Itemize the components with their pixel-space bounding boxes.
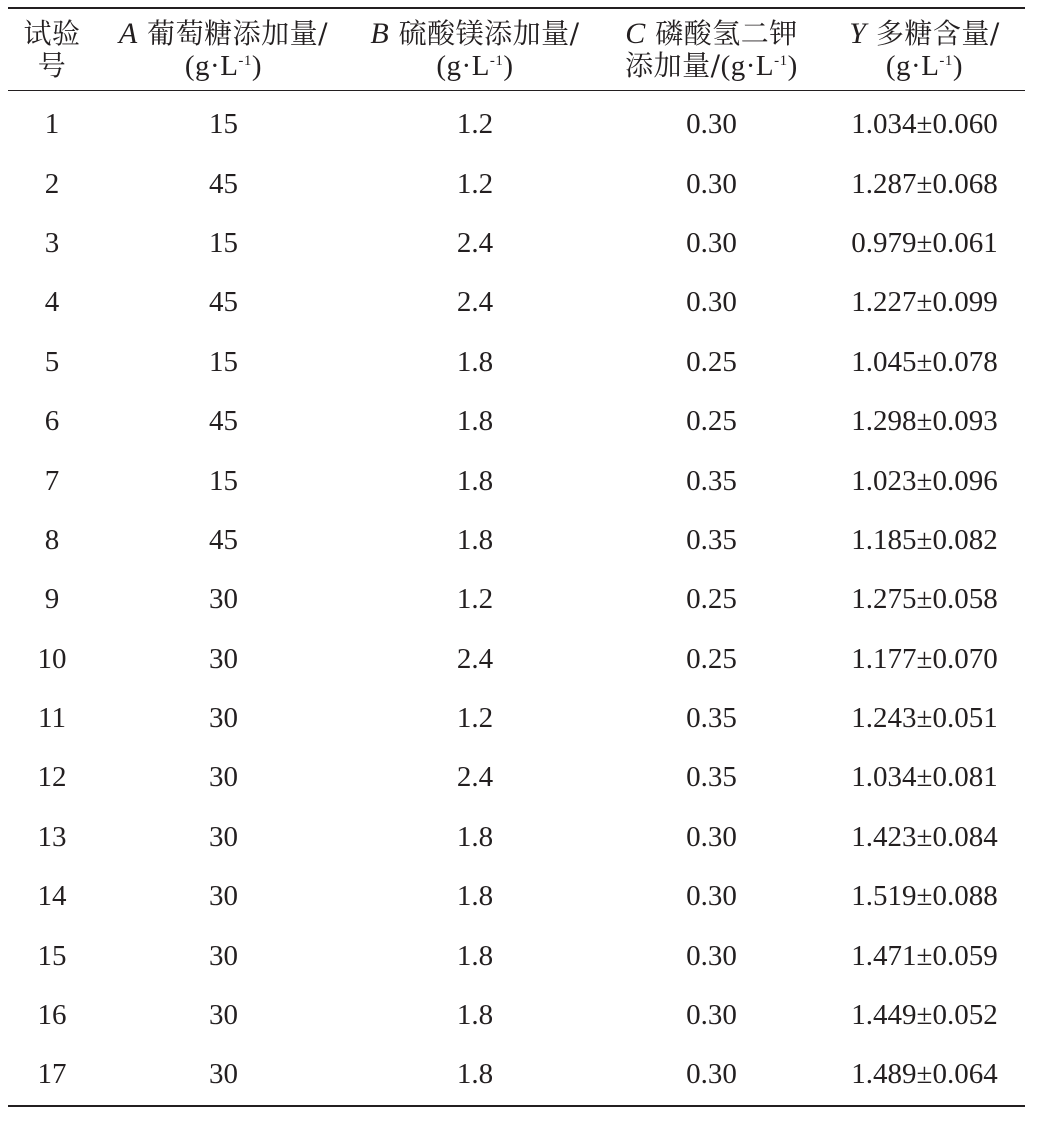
cell-glucose: 30 xyxy=(209,642,238,675)
header-dipotassium-phosphate-var: C xyxy=(625,17,646,50)
cell-polysaccharide: 1.023±0.096 xyxy=(851,464,998,497)
cell-glucose: 15 xyxy=(209,464,238,497)
table-row xyxy=(8,91,1025,155)
unit-text: (g·L xyxy=(436,50,490,82)
cell-polysaccharide: 1.471±0.059 xyxy=(851,939,998,972)
experiment-design-table-container xyxy=(8,7,1025,1107)
header-dipotassium-phosphate xyxy=(599,8,824,91)
cell-magnesium-sulfate: 2.4 xyxy=(456,642,494,675)
cell-glucose: 30 xyxy=(209,939,238,972)
cell-glucose: 45 xyxy=(209,286,238,319)
cell-dipotassium-phosphate: 0.30 xyxy=(686,226,737,259)
cell-magnesium-sulfate: 1.8 xyxy=(456,939,494,972)
cell-polysaccharide: 1.489±0.064 xyxy=(851,1058,998,1091)
unit-close: ) xyxy=(251,50,263,82)
cell-dipotassium-phosphate: 0.30 xyxy=(686,167,737,200)
header-dipotassium-phosphate-label2: 添加量/ xyxy=(625,49,721,82)
table-body xyxy=(8,91,1025,1106)
cell-dipotassium-phosphate: 0.30 xyxy=(686,820,737,853)
header-trial-number-line1: 试验 xyxy=(23,17,81,50)
unit-superscript: -1 xyxy=(774,53,788,69)
cell-dipotassium-phosphate: 0.25 xyxy=(686,345,737,378)
cell-dipotassium-phosphate: 0.35 xyxy=(686,464,737,497)
cell-polysaccharide: 1.045±0.078 xyxy=(851,345,998,378)
unit-close: ) xyxy=(787,50,798,82)
cell-glucose: 30 xyxy=(209,880,238,913)
cell-glucose: 30 xyxy=(209,999,238,1032)
cell-magnesium-sulfate: 1.8 xyxy=(456,464,494,497)
cell-glucose: 30 xyxy=(209,702,238,735)
cell-trial-number: 13 xyxy=(37,820,67,853)
table-header xyxy=(8,8,1025,91)
unit-close: ) xyxy=(952,50,964,82)
unit-close: ) xyxy=(503,50,514,82)
table-row xyxy=(8,392,1025,451)
cell-trial-number: 8 xyxy=(44,523,60,556)
cell-glucose: 15 xyxy=(209,226,238,259)
cell-magnesium-sulfate: 2.4 xyxy=(456,286,494,319)
cell-magnesium-sulfate: 1.8 xyxy=(456,999,494,1032)
unit-text: (g·L xyxy=(720,50,775,82)
cell-trial-number: 12 xyxy=(37,761,67,794)
cell-polysaccharide: 1.034±0.081 xyxy=(851,761,998,794)
header-trial-number-line2: 号 xyxy=(37,49,67,82)
table-row xyxy=(8,154,1025,213)
cell-magnesium-sulfate: 1.8 xyxy=(456,820,494,853)
cell-polysaccharide: 1.287±0.068 xyxy=(851,167,998,200)
cell-magnesium-sulfate: 1.8 xyxy=(456,405,494,438)
table-row xyxy=(8,986,1025,1045)
cell-glucose: 45 xyxy=(209,167,238,200)
cell-trial-number: 6 xyxy=(44,405,60,438)
table-row xyxy=(8,808,1025,867)
table-row xyxy=(8,748,1025,807)
cell-polysaccharide: 1.034±0.060 xyxy=(851,108,998,141)
cell-magnesium-sulfate: 1.2 xyxy=(456,167,494,200)
table-row xyxy=(8,1045,1025,1105)
cell-magnesium-sulfate: 1.8 xyxy=(456,1058,494,1091)
cell-trial-number: 9 xyxy=(44,583,60,616)
table-row xyxy=(8,511,1025,570)
header-row xyxy=(8,8,1025,91)
cell-glucose: 45 xyxy=(209,523,238,556)
cell-trial-number: 2 xyxy=(44,167,60,200)
cell-dipotassium-phosphate: 0.25 xyxy=(686,405,737,438)
header-magnesium-sulfate xyxy=(351,8,599,91)
table-row xyxy=(8,689,1025,748)
unit-superscript: -1 xyxy=(238,53,252,69)
cell-dipotassium-phosphate: 0.35 xyxy=(686,702,737,735)
header-polysaccharide-unit xyxy=(824,50,1025,82)
cell-trial-number: 10 xyxy=(37,642,67,675)
cell-dipotassium-phosphate: 0.35 xyxy=(686,523,737,556)
header-magnesium-sulfate-line1 xyxy=(351,18,599,50)
header-magnesium-sulfate-var: B xyxy=(370,17,390,50)
header-dipotassium-phosphate-line1 xyxy=(599,18,824,50)
cell-magnesium-sulfate: 2.4 xyxy=(456,761,494,794)
cell-polysaccharide: 0.979±0.061 xyxy=(851,226,998,259)
unit-text: (g·L xyxy=(885,50,940,82)
table-row xyxy=(8,333,1025,392)
cell-magnesium-sulfate: 1.8 xyxy=(456,880,494,913)
cell-dipotassium-phosphate: 0.25 xyxy=(686,642,737,675)
table-row xyxy=(8,273,1025,332)
cell-polysaccharide: 1.227±0.099 xyxy=(851,286,998,319)
cell-trial-number: 3 xyxy=(44,226,60,259)
header-polysaccharide-var: Y xyxy=(849,17,867,50)
cell-trial-number: 11 xyxy=(38,702,66,735)
header-polysaccharide-line1 xyxy=(824,18,1025,50)
cell-trial-number: 16 xyxy=(37,999,67,1032)
cell-dipotassium-phosphate: 0.30 xyxy=(686,108,737,141)
experiment-design-table xyxy=(8,7,1025,1107)
cell-trial-number: 17 xyxy=(37,1058,67,1091)
unit-superscript: -1 xyxy=(489,53,504,69)
table-row xyxy=(8,570,1025,629)
unit-superscript: -1 xyxy=(939,53,953,69)
cell-trial-number: 14 xyxy=(37,880,67,913)
cell-magnesium-sulfate: 1.2 xyxy=(456,108,494,141)
cell-polysaccharide: 1.275±0.058 xyxy=(851,583,998,616)
header-dipotassium-phosphate-label: 磷酸氢二钾 xyxy=(655,17,798,50)
cell-trial-number: 1 xyxy=(44,108,60,141)
cell-glucose: 15 xyxy=(209,345,238,378)
cell-magnesium-sulfate: 1.2 xyxy=(456,702,494,735)
cell-polysaccharide: 1.423±0.084 xyxy=(851,820,998,853)
header-polysaccharide-label: 多糖含量/ xyxy=(875,17,1000,50)
header-polysaccharide xyxy=(824,8,1025,91)
header-dipotassium-phosphate-unit xyxy=(721,50,798,82)
cell-dipotassium-phosphate: 0.25 xyxy=(686,583,737,616)
header-magnesium-sulfate-label: 硫酸镁添加量/ xyxy=(398,17,580,50)
header-glucose-label: 葡萄糖添加量/ xyxy=(147,17,329,50)
cell-glucose: 30 xyxy=(209,583,238,616)
cell-glucose: 30 xyxy=(209,820,238,853)
header-magnesium-sulfate-unit xyxy=(351,50,599,82)
cell-trial-number: 5 xyxy=(44,345,60,378)
table-row xyxy=(8,926,1025,985)
cell-dipotassium-phosphate: 0.30 xyxy=(686,939,737,972)
cell-magnesium-sulfate: 2.4 xyxy=(456,226,494,259)
cell-polysaccharide: 1.185±0.082 xyxy=(851,523,998,556)
table-row xyxy=(8,214,1025,273)
cell-dipotassium-phosphate: 0.30 xyxy=(686,999,737,1032)
unit-text: (g·L xyxy=(184,50,239,82)
cell-polysaccharide: 1.298±0.093 xyxy=(851,405,998,438)
table-row xyxy=(8,630,1025,689)
cell-magnesium-sulfate: 1.8 xyxy=(456,523,494,556)
cell-polysaccharide: 1.519±0.088 xyxy=(851,880,998,913)
cell-polysaccharide: 1.243±0.051 xyxy=(851,702,998,735)
cell-glucose: 30 xyxy=(209,1058,238,1091)
header-glucose xyxy=(96,8,351,91)
cell-polysaccharide: 1.177±0.070 xyxy=(851,642,998,675)
cell-glucose: 30 xyxy=(209,761,238,794)
header-glucose-line1 xyxy=(96,18,351,50)
cell-dipotassium-phosphate: 0.30 xyxy=(686,1058,737,1091)
cell-glucose: 15 xyxy=(209,108,238,141)
cell-dipotassium-phosphate: 0.30 xyxy=(686,286,737,319)
header-dipotassium-phosphate-line2 xyxy=(599,50,824,82)
header-trial-number xyxy=(8,8,96,91)
cell-magnesium-sulfate: 1.2 xyxy=(456,583,494,616)
header-glucose-unit xyxy=(96,50,351,82)
table-row xyxy=(8,451,1025,510)
header-glucose-var: A xyxy=(118,17,138,50)
cell-trial-number: 4 xyxy=(44,286,60,319)
cell-polysaccharide: 1.449±0.052 xyxy=(851,999,998,1032)
cell-trial-number: 7 xyxy=(44,464,60,497)
cell-dipotassium-phosphate: 0.35 xyxy=(686,761,737,794)
cell-trial-number: 15 xyxy=(37,939,67,972)
table-row xyxy=(8,867,1025,926)
cell-magnesium-sulfate: 1.8 xyxy=(456,345,494,378)
cell-dipotassium-phosphate: 0.30 xyxy=(686,880,737,913)
cell-glucose: 45 xyxy=(209,405,238,438)
